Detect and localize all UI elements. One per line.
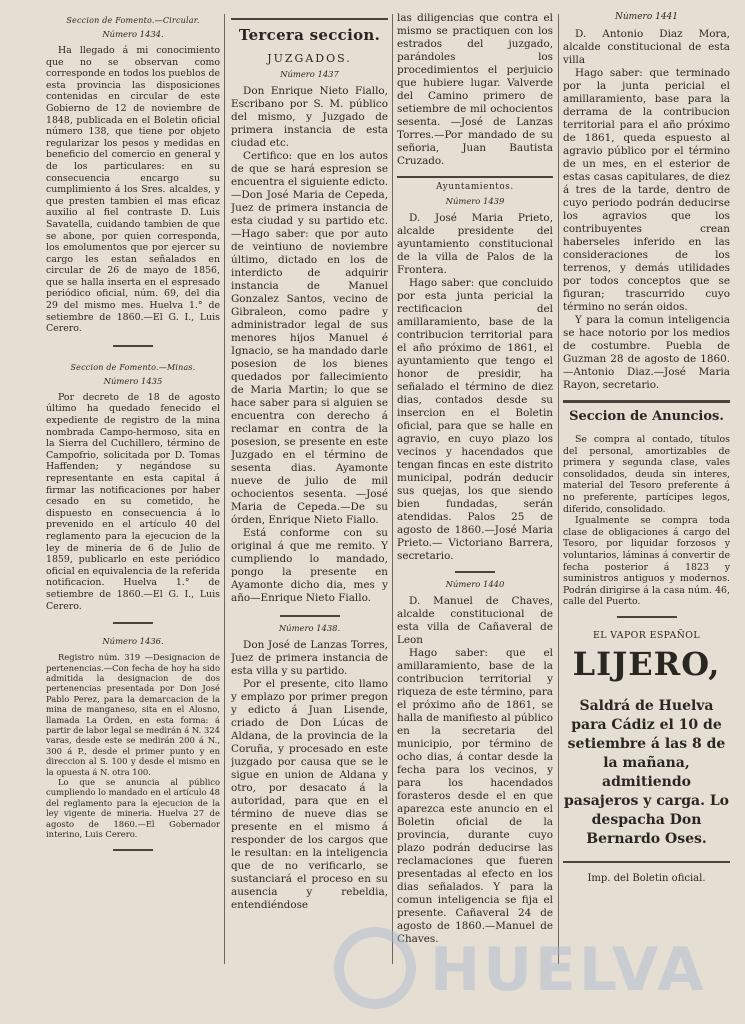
column-3 (397, 12, 553, 984)
mine-registry-text: Por decreto de 18 de agosto último ha quedado fenecido el expediente de registro de la mina nombrada Campo-hermoso, sita en la Sierra del Cuchillero, término de Campofrio, solicitada por D. Tomas Haffenden; y negándose su representante en esta capital á firmar las notificaciones por haber cesado en su cometido, he dispuesto en consecuencia á lo prevenido en el artículo 40 del reglamento para la ejecucion de la ley de mineria de 6 de Julio de 1859, publicarlo en este periódico oficial en equivalencia de la referida notificacion. Huelva 1.° de setiembre de 1860.—El G. I., Luis Cerero. (46, 391, 220, 612)
minas-section-heading: Seccion de Fomento.—Minas. (70, 362, 196, 372)
notice-number-1435: Número 1435 (103, 375, 163, 386)
separator-rule (113, 849, 153, 851)
sailing-notice-text: Saldrá de Huelva para Cádiz el 10 de setiembre á las 8 de la mañana, admitiendo pasajeros y carga. Lo despacha Don Bernardo Oses. (563, 697, 730, 847)
watermark-text: HUELVA (430, 935, 707, 1005)
column-1 (46, 12, 220, 984)
mine-demarcation-closing-text: Lo que se anuncia al público cumpliendo lo mandado en el artículo 48 del reglamento para la ejecucion de la ley vigente de mineria. Huelva 27 de agosto de 1860.—El Gobernador interino, Luis Cerero. (46, 777, 220, 840)
notice-number-1436: Número 1436. (102, 636, 164, 647)
separator-rule (113, 622, 153, 624)
printer-imprint: Imp. del Boletin oficial. (587, 872, 706, 884)
puebla-mayor-intro-text: D. Antonio Diaz Mora, alcalde constitucional de esta villa (563, 28, 730, 66)
section-top-rule (397, 176, 553, 178)
court-certification-text: Está conforme con su original á que me remito. Y cumpliendo lo mandado, pongo la presente en Ayamonte dicho dia, mes y año—Enrique Nieto Fiallo. (231, 527, 388, 604)
canaveral-assessment-text: Hago saber: que el amillaramiento, base de la contribucion territorial y riqueza de este término, para el próximo año de 1861, se halla de manifiesto al público en la secretaria del municipio, por término de ocho dias, á contar desde la fecha para los vecinos, y para los hacendados forasteros desde el en que aparezca este anuncio en el Boletin oficial de la provincia, durante cuyo plazo podrán deducirse las reclamaciones que fueren presentadas al efecto en los dias señalados. Y para la comun inteligencia se fija el presente. Cañaveral 24 de agosto de 1860.—Manuel de Chaves. (397, 647, 553, 945)
separator-rule (455, 571, 495, 573)
column-divider (558, 14, 559, 964)
separator-rule (563, 861, 730, 863)
separator-rule (113, 345, 153, 347)
column-4 (563, 12, 730, 984)
section-top-rule (563, 400, 730, 403)
column-2 (231, 12, 388, 984)
notice-number-1438: Número 1438. (278, 623, 341, 633)
mine-demarcation-text: Registro núm. 319 —Designacion de pertenencias.—Con fecha de hoy ha sido admitida la designacion de dos pertenencias presentada por Don José Pablo Perez, para la demarcacion de la mina de manganeso, sita en el Alosno, llamada La Órden, en esta forma: á partir de labor legal se medirán á N. 324 varas, desde este se medirán 200 á N., 300 á P., desde el primer punto y en direccion al S. 100 y desde el mismo en la opuesta á N. otra 100. (46, 652, 220, 777)
treasury-obligations-text: Igualmente se compra toda clase de obligaciones á cargo del Tesoro, por liquidar forzosos y voluntarios, láminas á convertir de fecha posterior á 1823 y suministros antiguos y modernos. Podrán dirigirse á la casa núm. 46, calle del Puerto. (563, 515, 730, 608)
circular-weights-measures-text: Ha llegado á mi conocimiento que no se observan como corresponde en todos los pueblos de esta provincia las disposiciones contenidas en circular de este Gobierno de 12 de noviembre de 1848, publicada en el Boletin oficial número 138, que tiene por objeto regularizar los pesos y medidas en beneficio del comercio en general y de los particulares: en su consecuencia encargo su cumplimiento á los Sres. alcaldes, y que presten tambien el mas eficaz auxilio al fiel contraste D. Luis Savatella, cuidando tambien de que se abone, por quien corresponda, los emolumentos que por ejercer su cargo les estan señalados en circular de 26 de mayo de 1856, que se halla inserta en el espresado periódico oficial, núm. 69, del dia 29 del mismo mes. Huelva 1.° de setiembre de 1860.—El G. I., Luis Cerero. (46, 45, 220, 335)
separator-rule (280, 615, 340, 617)
circular-section-heading: Seccion de Fomento.—Circular. (66, 16, 200, 25)
summons-continuation-text: las diligencias que contra el mismo se practiquen con los estrados del juzgado, parándoles los procedimientos el perjuicio que hubiere lugar. Valverde del Camino primero de setiembre de mil ochocientos sesenta. —José de Lanzas Torres.—Por mandado de su señoria, Juan Bautista Cruzado. (397, 12, 553, 167)
judge-intro-text: Don José de Lanzas Torres, Juez de primera instancia de esta villa y su partido. (231, 639, 388, 677)
palos-mayor-intro-text: D. José Maria Prieto, alcalde presidente del ayuntamiento constitucional de la villa de Palos de la Frontera. (397, 212, 553, 276)
notice-number-1441: Número 1441 (614, 12, 679, 22)
section-title: Tercera seccion. (238, 26, 381, 44)
separator-rule (617, 616, 677, 618)
column-divider (224, 14, 225, 964)
palos-assessment-text: Hago saber: que concluido por esta junta pericial la rectificacion del amillaramiento, base de la contribucion territorial para el año próximo de 1861, el ayuntamiento que tengo el honor de presidir, ha señalado el término de diez dias, contados desde su insercion en el Boletin oficial, para que se halle en agravio, en cuyo plazo los vecinos y hacendados que tengan fincas en este distrito municipal, podrán deducir sus quejas, los que siendo bien fundadas, serán atendidas. Palos 25 de agosto de 1860.—José Maria Prieto.— Victoriano Barrera, secretario. (397, 277, 553, 562)
municipalities-heading: Ayuntamientos. (436, 182, 514, 192)
ship-name: LIJERO, (572, 644, 721, 683)
column-divider (392, 14, 393, 964)
steamship-heading: EL VAPOR ESPAÑOL (593, 629, 700, 641)
court-notary-intro-text: Don Enrique Nieto Fiallo, Escribano por S. M. público del mismo, y Juzgado de primera instancia de esta ciudad etc. (231, 85, 388, 149)
announcements-heading: Seccion de Anuncios. (569, 409, 724, 424)
watermark-seal-icon (339, 932, 411, 1004)
notice-number-1434: Número 1434. (102, 29, 164, 39)
puebla-closing-text: Y para la comun inteligencia se hace notorio por los medios de costumbre. Puebla de Guzman 28 de agosto de 1860. —Antonio Diaz.—José Maria Rayon, secretario. (563, 314, 730, 391)
notice-number-1439: Número 1439 (445, 196, 505, 206)
courts-heading: JUZGADOS. (267, 52, 352, 65)
section-top-rule (231, 18, 388, 20)
canaveral-mayor-intro-text: D. Manuel de Chaves, alcalde constitucional de esta villa de Cañaveral de Leon (397, 595, 553, 646)
notice-number-1437: Número 1437 (280, 69, 339, 79)
summons-text: Por el presente, cito llamo y emplazo por primer pregon y edicto á Juan Lisende, criado de Don Lúcas de Aldana, de la provincia de la Coruña, y procesado en este juzgado por causa que se le sigue en union de Aldana y otro, por desacato á la autoridad, para que en el término de nueve dias se presente en el mismo á responder de los cargos que le resultan: en la inteligencia que de no verificarlo, se sustanciará el proceso en su ausencia y rebeldia, entendiéndose (231, 678, 388, 911)
bond-purchase-text: Se compra al contado, títulos del personal, amortizables de primera y segunda clase, vales consolidados, deuda sin interes, material del Tesoro preferente á no preferente, partícipes legos, diferido, consolidado. (563, 434, 730, 515)
notice-number-1440: Número 1440 (445, 579, 505, 589)
archive-watermark (330, 920, 710, 1015)
puebla-assessment-text: Hago saber: que terminado por la junta pericial el amillaramiento, base para la derrama de la contribucion territorial para el año próximo de 1861, queda espuesto al agravio público por el término de un mes, en el esterior de estas casas capitulares, de diez á tres de la tarde, dentro de cuyo periodo podrán deducirse los agravios que los contribuyentes crean haberseles inferido en las consideraciones de los terrenos, y demás utilidades por todos conceptos que se figuran; trascurrido cuyo término no serán oidos. (563, 67, 730, 313)
court-edict-text: Certifico: que en los autos de que se hará espresion se encuentra el siguiente edicto. —Don José Maria de Cepeda, Juez de primera instancia de esta ciudad y su partido etc.—Hago saber: que por auto de veintiuno de noviembre último, dictado en los de interdicto de adquirir instancia de Manuel Gonzalez Santos, vecino de Gibraleon, como padre y administrador legal de sus menores hijos Manuel é Ignacio, se ha mandado darle posesion de los bienes quedados por fallecimiento de Maria Martin; lo que se hace saber para si alguien se encuentra con derecho á reclamar en contra de la posesion, se presente en este Juzgado en el término de sesenta dias. Ayamonte nueve de julio de mil ochocientos sesenta. —José Maria de Cepeda.—De su órden, Enrique Nieto Fiallo. (231, 150, 388, 526)
